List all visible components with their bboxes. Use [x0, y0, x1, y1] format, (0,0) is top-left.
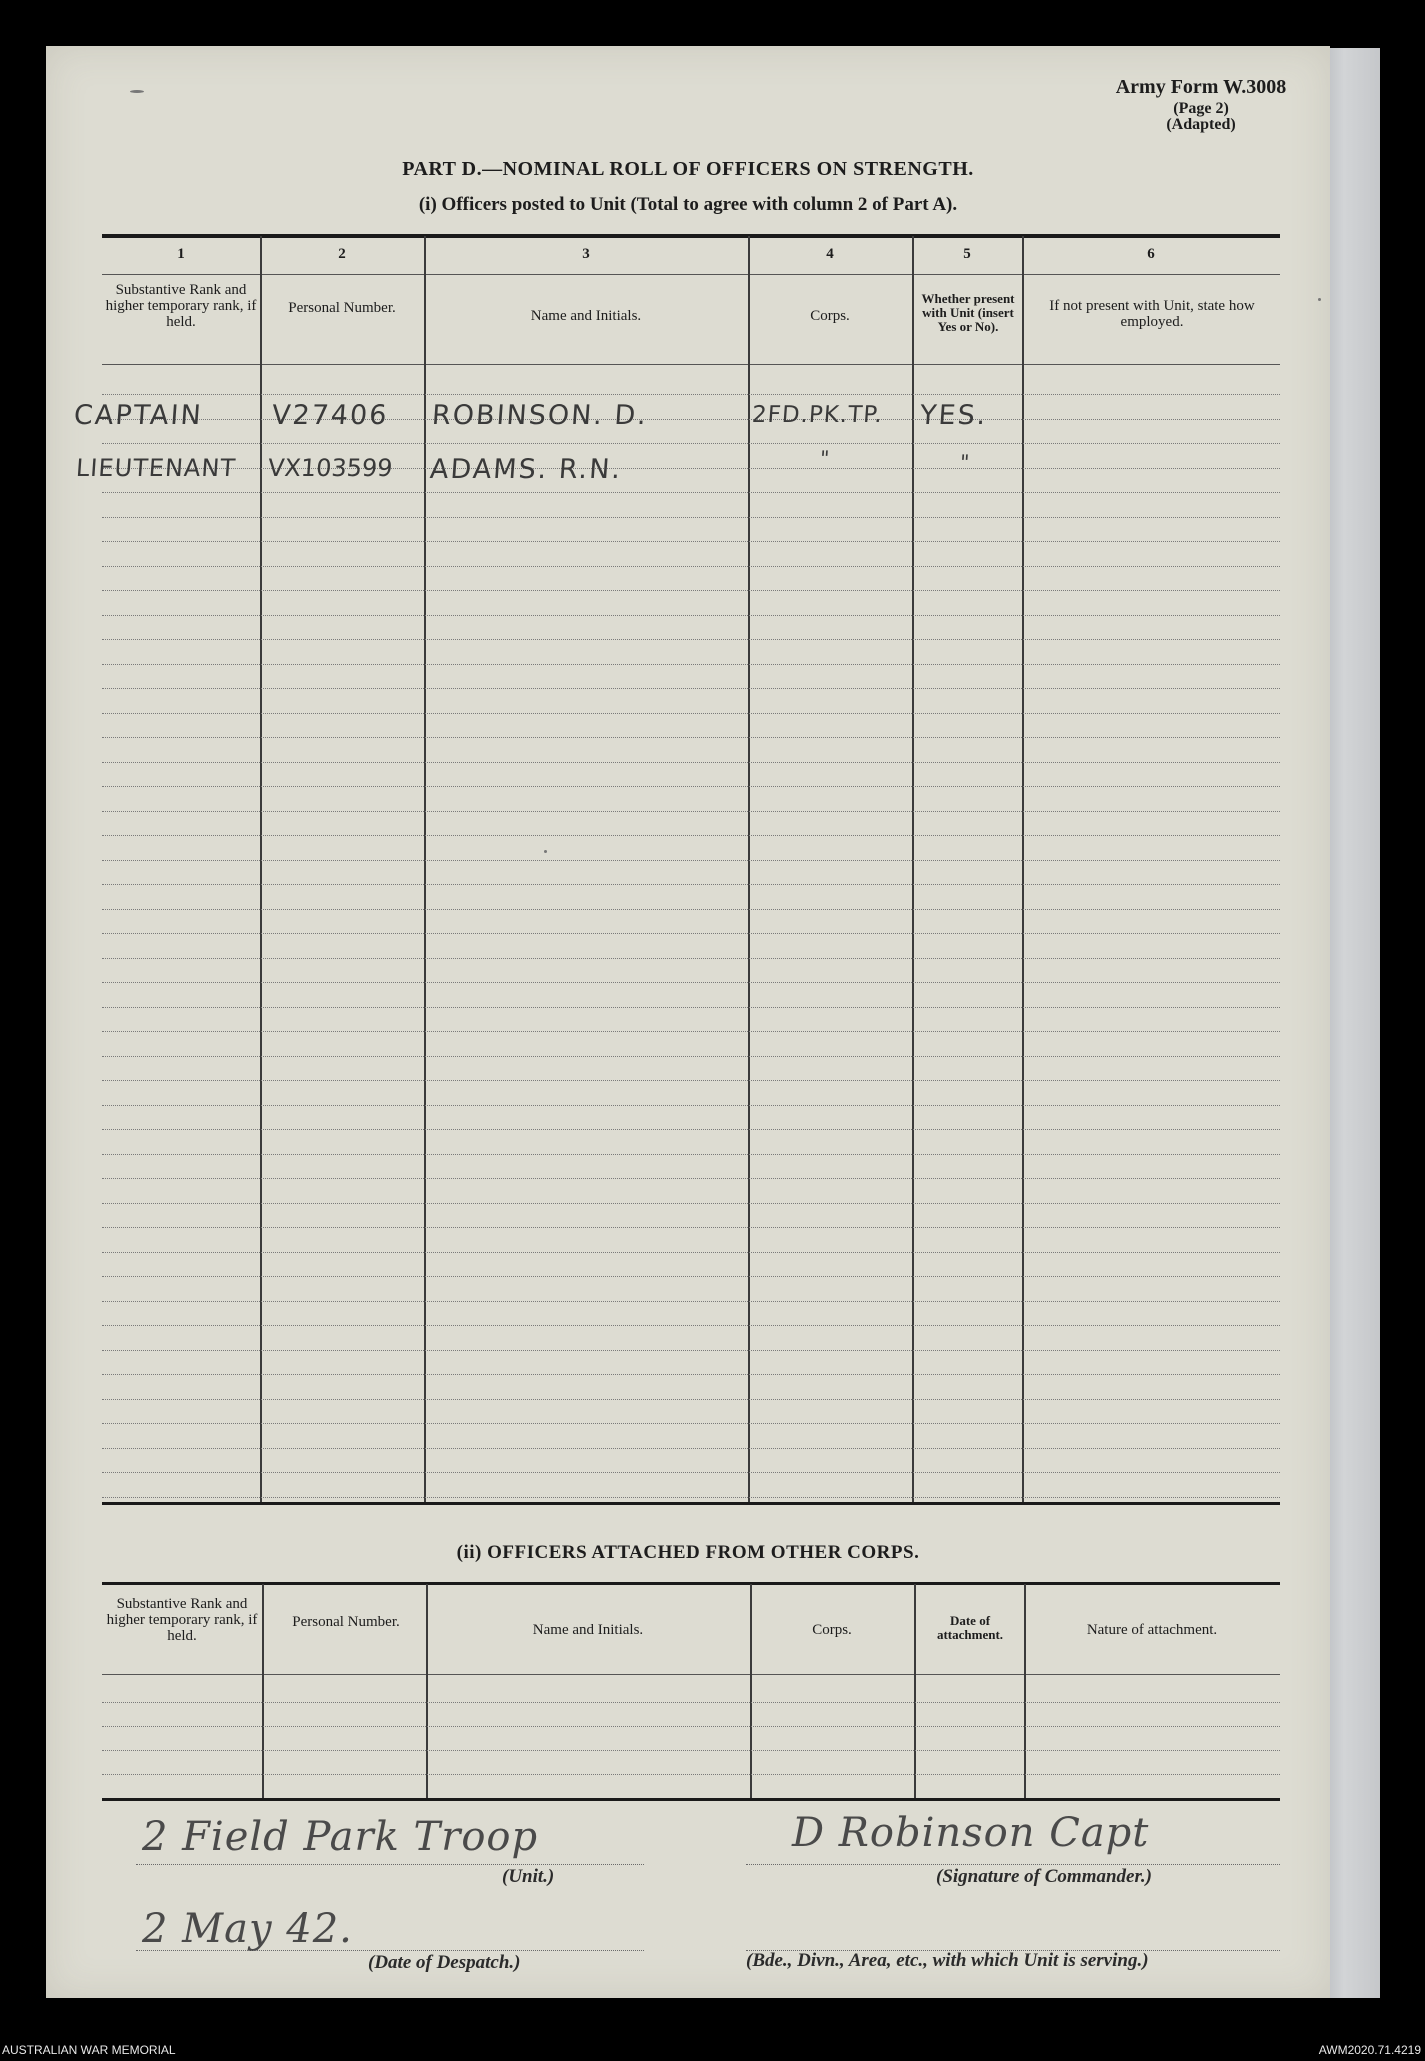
ruled-line [102, 541, 1280, 542]
form-page-number: (Page 2) [1173, 100, 1229, 117]
section1-title: (i) Officers posted to Unit (Total to agree with column 2 of Part A). [418, 194, 958, 215]
ruled-line [102, 958, 1280, 959]
ruled-line [102, 1154, 1280, 1155]
row1-number: V27406 [270, 400, 390, 431]
ruled-line [102, 1301, 1280, 1302]
row1-name: ROBINSON. D. [430, 400, 649, 431]
archive-name: AUSTRALIAN WAR MEMORIAL [2, 2043, 176, 2057]
header-personal-number: Personal Number. [288, 300, 396, 316]
bde-caption: (Bde., Divn., Area, etc., with which Unit is serving.) [746, 1950, 1149, 1971]
col-num-2: 2 [338, 246, 346, 262]
row2-rank: LIEUTENANT [75, 454, 237, 482]
ruled-line [102, 713, 1280, 714]
ruled-line [102, 762, 1280, 763]
date-handwritten: 2 May 42. [142, 1906, 353, 1952]
ruled-line [102, 737, 1280, 738]
form-number: Army Form W.3008 [1115, 76, 1287, 98]
ruled-line [102, 1325, 1280, 1326]
ruled-line [102, 786, 1280, 787]
ruled-line [102, 909, 1280, 910]
ruled-line [102, 590, 1280, 591]
ruled-line [102, 1056, 1280, 1057]
s2-header-personal-number: Personal Number. [292, 1614, 400, 1630]
ruled-line [102, 1350, 1280, 1351]
row2-name: ADAMS. R.N. [428, 454, 624, 485]
ruled-line [102, 1399, 1280, 1400]
ruled-line [102, 639, 1280, 640]
ruled-line [102, 860, 1280, 861]
header-rank: Substantive Rank and higher temporary rank, if held. [105, 282, 257, 330]
ruled-line [102, 517, 1280, 518]
header-employment: If not present with Unit, state how employed. [1049, 298, 1255, 330]
ruled-line [102, 443, 1280, 444]
ruled-line [102, 1080, 1280, 1081]
section2-title: (ii) OFFICERS ATTACHED FROM OTHER CORPS. [456, 1542, 920, 1563]
ruled-line [102, 933, 1280, 934]
ruled-line [102, 492, 1280, 493]
ruled-line [102, 1497, 1280, 1498]
ruled-line [102, 1178, 1280, 1179]
ruled-line [102, 1252, 1280, 1253]
row2-present-ditto: " [959, 450, 973, 474]
ruled-line [102, 1227, 1280, 1228]
ruled-line [102, 1472, 1280, 1473]
s2-header-nature: Nature of attachment. [1086, 1622, 1218, 1638]
archive-strip [0, 2040, 1425, 2061]
ruled-line [102, 1007, 1280, 1008]
paper-mark [130, 90, 144, 93]
unit-caption: (Unit.) [502, 1866, 555, 1887]
part-title: PART D.—NOMINAL ROLL OF OFFICERS ON STRENGTH. [402, 158, 974, 180]
header-present: Whether present with Unit (insert Yes or No). [921, 291, 1015, 334]
s2-header-corps: Corps. [812, 1622, 852, 1638]
ruled-line [102, 982, 1280, 983]
ruled-line [102, 811, 1280, 812]
ruled-line [102, 615, 1280, 616]
row1-rank: CAPTAIN [72, 400, 204, 431]
col-num-5: 5 [963, 246, 971, 262]
form-page [46, 46, 1330, 1998]
ruled-line [102, 884, 1280, 885]
archive-id: AWM2020.71.4219 [1318, 2043, 1421, 2057]
ruled-line [102, 1448, 1280, 1449]
ruled-line [102, 1203, 1280, 1204]
ruled-line [102, 566, 1280, 567]
date-caption: (Date of Despatch.) [368, 1952, 521, 1973]
paper-mark [544, 850, 547, 853]
ruled-line [102, 688, 1280, 689]
col-num-3: 3 [582, 246, 590, 262]
col-num-1: 1 [177, 246, 185, 262]
row2-number: VX103599 [267, 454, 394, 482]
signature-handwritten: D Robinson Capt [792, 1810, 1150, 1856]
row1-corps: 2FD.PK.TP. [751, 402, 884, 428]
ruled-line [102, 1423, 1280, 1424]
ruled-line [102, 835, 1280, 836]
row2-corps-ditto: " [819, 446, 833, 470]
signature-caption: (Signature of Commander.) [936, 1866, 1152, 1887]
ruled-line [102, 1031, 1280, 1032]
ruled-line [102, 394, 1280, 395]
row1-present: YES. [918, 400, 989, 431]
col-num-6: 6 [1147, 246, 1155, 262]
s2-header-rank: Substantive Rank and higher temporary rank, if held. [106, 1596, 258, 1644]
ruled-line [102, 1105, 1280, 1106]
s2-header-date: Date of attachment. [936, 1613, 1004, 1642]
unit-handwritten: 2 Field Park Troop [142, 1814, 539, 1860]
ruled-line [102, 1129, 1280, 1130]
col-num-4: 4 [826, 246, 834, 262]
header-corps: Corps. [810, 308, 850, 324]
form-adapted-note: (Adapted) [1166, 116, 1236, 133]
ruled-line [102, 1276, 1280, 1277]
s2-header-name: Name and Initials. [532, 1622, 644, 1638]
header-name: Name and Initials. [530, 308, 642, 324]
paper-mark [1318, 298, 1321, 301]
ruled-line [102, 1374, 1280, 1375]
ruled-line [102, 664, 1280, 665]
